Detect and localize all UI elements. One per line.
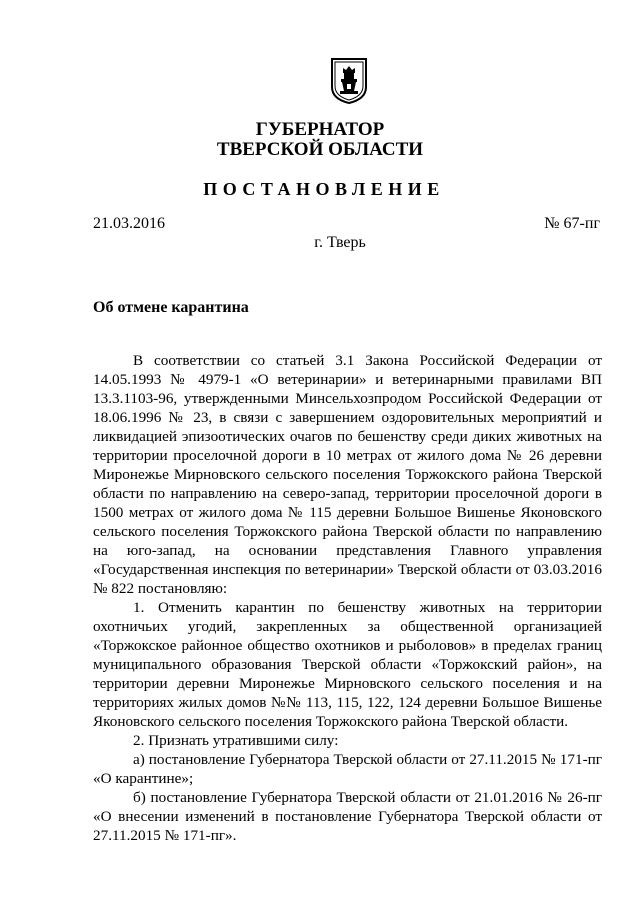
paragraph-preamble: В соответствии со статьей 3.1 Закона Российской Федерации от 14.05.1993 № 4979-1 «О ветеринарии» и ветеринарными правилами ВП 13.3.1103-96, утвержденными Минсельхозпродом Российской Федерации от 18.06.1996 № 23, в связи с завершением оздоровительных мероприятий и ликвидацией эпизоотических очагов по бешенству среди диких животных на территории проселочной дороги в 10 метрах от жилого дома № 26 деревни Миронежье Мирновского сельского поселения Торжокского района Тверской области по направлению на северо-запад, территории проселочной дороги в 1500 метрах от жилого дома № 115 деревни Большое Вишенье Яконовского сельского поселения Торжокского района Тверской области по направлению на юго-запад, на основании представления Главного управления «Государственная инспекция по ветеринарии» Тверской области от 03.03.2016 № 822 постановляю: [93, 352, 602, 597]
tver-coat-of-arms-icon [330, 57, 368, 105]
paragraph-item-2: 2. Признать утратившими силу: [133, 732, 339, 749]
paragraph-item-2b: б) постановление Губернатора Тверской области от 21.01.2016 № 26-пг «О внесении изменений в постановление Губернатора Тверской области от 27.11.2015 № 171-пг». [93, 789, 602, 844]
authority-title-line2: ТВЕРСКОЙ ОБЛАСТИ [216, 139, 424, 160]
document-body [93, 351, 602, 845]
authority-title-line1: ГУБЕРНАТОР [255, 119, 385, 140]
document-subject: Об отмене карантина [93, 299, 249, 316]
paragraph-item-1: 1. Отменить карантин по бешенству животных на территории охотничьих угодий, закрепленных за общественной организацией «Торжокское районное общество охотников и рыболовов» в пределах границ муниципального образования Тверской области «Торжокский район», на территории деревни Миронежье Мирновского сельского поселения и на территориях жилых домов №№ 113, 115, 122, 124 деревни Большое Вишенье Яконовского сельского поселения Торжокского района Тверской области. [93, 599, 602, 730]
document-date: 21.03.2016 [93, 215, 165, 232]
document-city: г. Тверь [314, 234, 366, 251]
paragraph-item-2a: а) постановление Губернатора Тверской области от 27.11.2015 № 171-пг «О карантине»; [93, 751, 602, 787]
document-type: ПОСТАНОВЛЕНИЕ [203, 179, 445, 199]
document-number: № 67-пг [544, 215, 600, 232]
